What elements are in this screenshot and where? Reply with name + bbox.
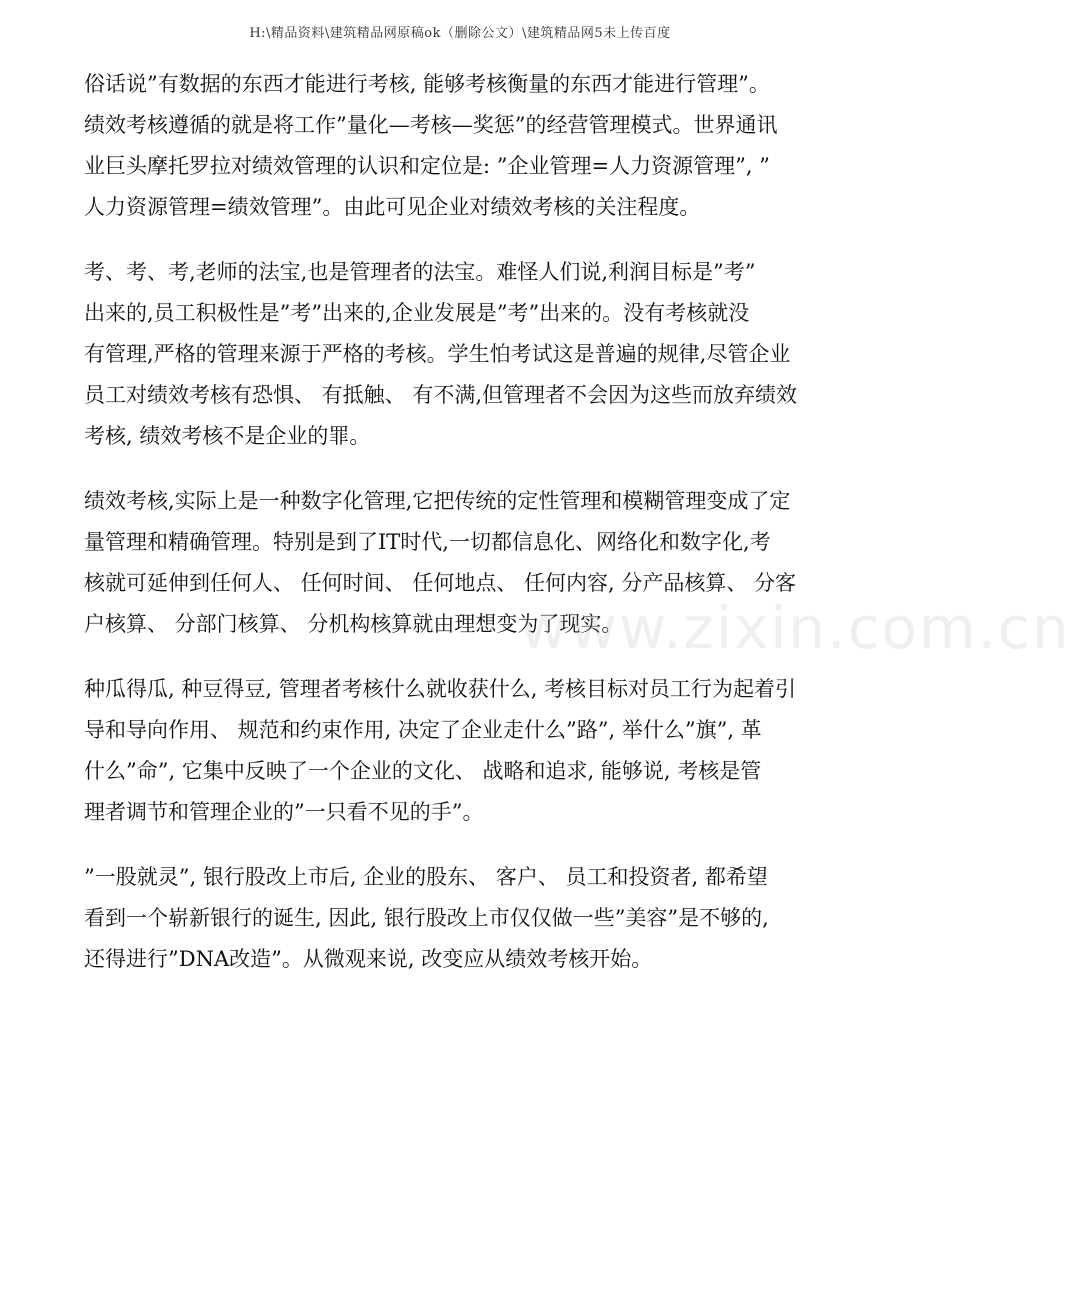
text-line: 员工对绩效考核有恐惧、 有抵触、 有不满,但管理者不会因为这些而放弃绩效: [84, 383, 798, 407]
text-line: 种瓜得瓜, 种豆得豆, 管理者考核什么就收获什么, 考核目标对员工行为起着引: [84, 677, 797, 701]
text-line: 绩效考核,实际上是一种数字化管理,它把传统的定性管理和模糊管理变成了定: [84, 489, 791, 513]
text-line: 理者调节和管理企业的”一只看不见的手”。: [84, 800, 484, 824]
paragraph-2: [84, 252, 856, 457]
text-line: 绩效考核遵循的就是将工作”量化—考核—奖惩”的经营管理模式。世界通讯: [84, 113, 778, 137]
text-line: 俗话说”有数据的东西才能进行考核, 能够考核衡量的东西才能进行管理”。: [84, 72, 770, 96]
text-line: 什么”命”, 它集中反映了一个企业的文化、 战略和追求, 能够说, 考核是管: [84, 759, 762, 783]
text-line: 考核, 绩效考核不是企业的罪。: [84, 424, 371, 448]
watermark: www.zixin.com.cn: [520, 594, 1071, 662]
text-line: 有管理,严格的管理来源于严格的考核。学生怕考试这是普遍的规律,尽管企业: [84, 342, 791, 366]
text-line: 核就可延伸到任何人、 任何时间、 任何地点、 任何内容, 分产品核算、 分客: [84, 571, 797, 595]
text-line: 量管理和精确管理。特别是到了IT时代,一切都信息化、网络化和数字化,考: [84, 530, 771, 554]
text-line: 考、考、考,老师的法宝,也是管理者的法宝。难怪人们说,利润目标是”考”: [84, 260, 756, 284]
paragraph-5: [84, 857, 856, 980]
header-file-path: H:\精品资料\建筑精品网原稿ok（删除公文）\建筑精品网5未上传百度: [249, 26, 671, 41]
text-line: 导和导向作用、 规范和约束作用, 决定了企业走什么”路”, 举什么”旗”, 革: [84, 718, 762, 742]
paragraph-1: [84, 64, 856, 228]
paragraph-3: [84, 481, 856, 645]
text-line: 还得进行”DNA改造”。从微观来说, 改变应从绩效考核开始。: [84, 947, 653, 971]
paragraph-4: [84, 669, 856, 833]
text-line: ”一股就灵”, 银行股改上市后, 企业的股东、 客户、 员工和投资者, 都希望: [84, 865, 768, 889]
text-line: 户核算、 分部门核算、 分机构核算就由理想变为了现实。: [84, 612, 623, 636]
document-body: [84, 64, 856, 1004]
text-line: 看到一个崭新银行的诞生, 因此, 银行股改上市仅仅做一些”美容”是不够的,: [84, 906, 769, 930]
text-line: 人力资源管理=绩效管理”。由此可见企业对绩效考核的关注程度。: [84, 195, 701, 219]
text-line: 业巨头摩托罗拉对绩效管理的认识和定位是: ”企业管理=人力资源管理”, ”: [84, 154, 770, 178]
text-line: 出来的,员工积极性是”考”出来的,企业发展是”考”出来的。没有考核就没: [84, 301, 750, 325]
